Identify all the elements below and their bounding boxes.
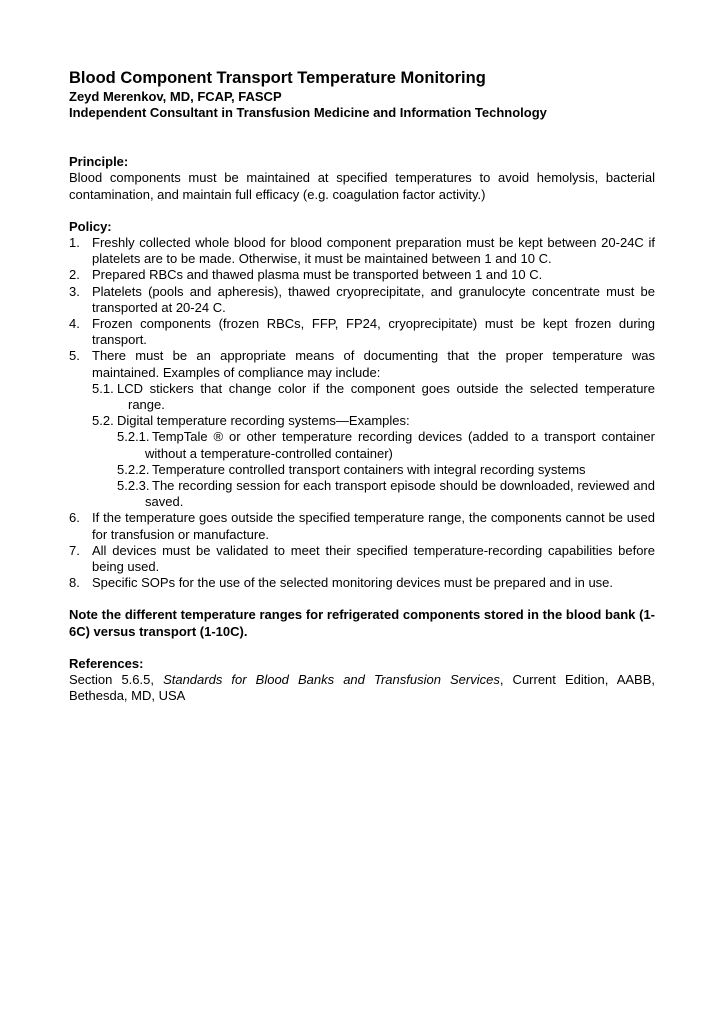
policy-item-5-2-2 — [117, 461, 655, 478]
list-text: LCD stickers that change color if the component goes outside the selected temperature range. — [117, 380, 655, 412]
policy-item-4 — [69, 315, 655, 348]
list-number: 5.2.1. — [117, 429, 150, 445]
policy-section — [69, 219, 655, 592]
references-section — [69, 656, 655, 705]
doc-author: Zeyd Merenkov, MD, FCAP, FASCP — [69, 88, 282, 104]
policy-item-2 — [69, 267, 655, 283]
list-text: The recording session for each transport episode should be downloaded, reviewed and saved. — [145, 477, 655, 510]
list-text: Platelets (pools and apheresis), thawed cryoprecipitate, and granulocyte concentrate must be transported at 20-24 C. — [92, 283, 655, 315]
policy-item-6 — [69, 510, 655, 542]
list-number: 1. — [69, 234, 80, 250]
references-prefix: Section 5.6.5, — [69, 672, 164, 687]
list-number: 8. — [69, 575, 80, 591]
list-text: TempTale ® or other temperature recording devices (added to a transport container without a temperature-controlled container) — [145, 429, 655, 461]
list-text: All devices must be validated to meet their specified temperature-recording capabilities before being used. — [92, 542, 655, 574]
list-text: Freshly collected whole blood for blood component preparation must be kept between 20-24C if platelets are to be made. Otherwise, it must be maintained between 1 and 10 C. — [92, 234, 655, 267]
list-number: 5. — [69, 348, 80, 364]
policy-item-5 — [69, 348, 655, 380]
list-text: Digital temperature recording systems—Examples: — [117, 413, 410, 429]
list-text: Frozen components (frozen RBCs, FFP, FP24, cryoprecipitate) must be kept frozen during transport. — [92, 315, 655, 348]
doc-title: Blood Component Transport Temperature Monitoring — [69, 69, 486, 87]
principle-heading: Principle: — [69, 154, 129, 170]
principle-body: Blood components must be maintained at specified temperatures to avoid hemolysis, bacterial contamination, and maintain full efficacy (e.g. coagulation factor activity.) — [69, 170, 655, 202]
policy-item-5-1 — [92, 380, 655, 413]
list-number: 6. — [69, 510, 80, 526]
list-number: 7. — [69, 542, 80, 558]
policy-item-3 — [69, 283, 655, 316]
list-number: 2. — [69, 267, 80, 283]
list-text: Prepared RBCs and thawed plasma must be transported between 1 and 10 C. — [92, 267, 543, 283]
list-number: 5.2.3. — [117, 477, 150, 493]
policy-heading: Policy: — [69, 218, 112, 234]
list-number: 5.2. — [92, 413, 114, 429]
policy-item-5-2-3 — [117, 477, 655, 510]
list-text: Temperature controlled transport containers with integral recording systems — [152, 461, 586, 477]
doc-affiliation: Independent Consultant in Transfusion Medicine and Information Technology — [69, 104, 547, 120]
list-number: 5.1. — [92, 380, 114, 396]
references-heading: References: — [69, 655, 144, 671]
policy-item-5-2-1 — [117, 429, 655, 461]
policy-item-5-2 — [92, 413, 655, 429]
policy-item-8 — [69, 575, 655, 591]
references-suffix: , Current Edition, AABB, Bethesda, MD, USA — [69, 672, 655, 704]
note-paragraph: Note the different temperature ranges for refrigerated components stored in the blood bank (1-6C) versus transport (1-10C). — [69, 607, 655, 639]
references-book-title: Standards for Blood Banks and Transfusion Services — [163, 672, 500, 687]
policy-item-7 — [69, 542, 655, 575]
list-number: 5.2.2. — [117, 461, 150, 477]
list-text: Specific SOPs for the use of the selected monitoring devices must be prepared and in use. — [92, 575, 614, 591]
list-number: 3. — [69, 283, 80, 299]
principle-section — [69, 154, 655, 203]
list-text: If the temperature goes outside the specified temperature range, the components cannot be used for transfusion or manufacture. — [92, 510, 655, 542]
policy-list — [69, 235, 655, 591]
references-body — [69, 672, 655, 704]
policy-item-1 — [69, 234, 655, 267]
list-text: There must be an appropriate means of documenting that the proper temperature was maintained. Examples of compliance may include: — [92, 348, 655, 380]
list-number: 4. — [69, 315, 80, 331]
doc-header — [69, 68, 655, 121]
